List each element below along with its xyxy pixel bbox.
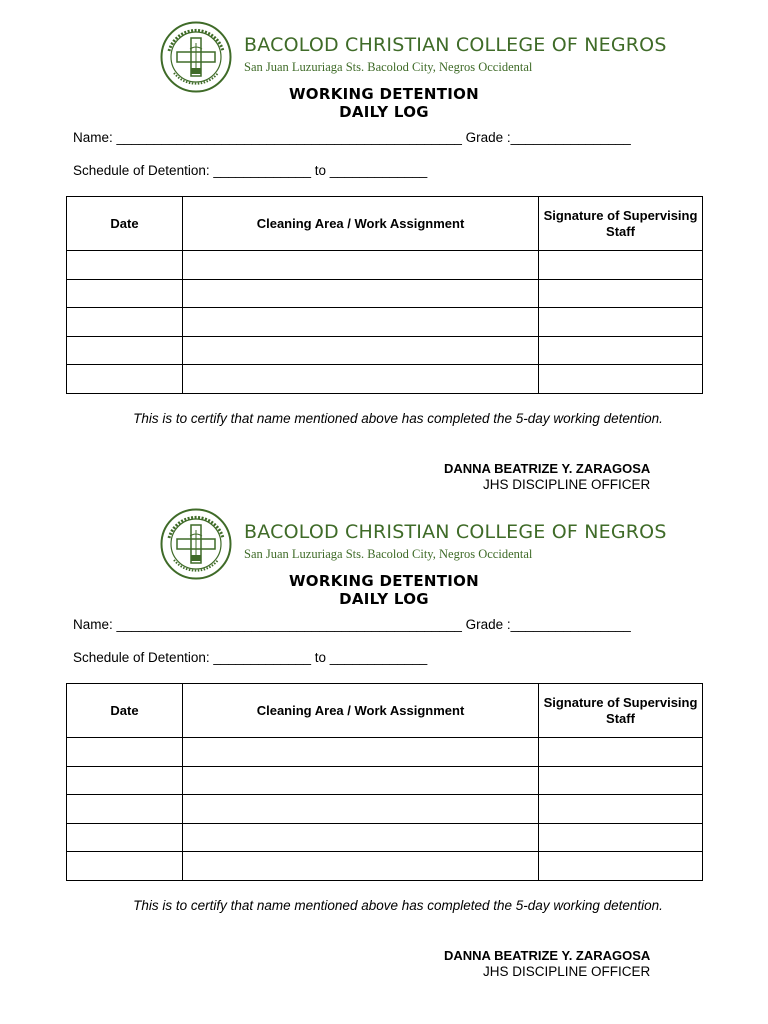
school-address: San Juan Luzuriaga Sts. Bacolod City, Negros Occidental: [244, 547, 533, 561]
signature-cell[interactable]: [539, 279, 703, 308]
signature-cell[interactable]: [539, 852, 703, 881]
signer-name: DANNA BEATRIZE Y. ZARAGOSA: [444, 461, 651, 476]
form-subtitle: DAILY LOG: [339, 103, 429, 121]
assignment-cell[interactable]: [183, 738, 539, 767]
table-row: [67, 823, 703, 852]
table-row: [67, 251, 703, 280]
certification-text: This is to certify that name mentioned above has completed the 5-day working detention.: [133, 898, 663, 913]
signature-cell[interactable]: [539, 795, 703, 824]
certification-text: This is to certify that name mentioned above has completed the 5-day working detention.: [133, 411, 663, 426]
header-signature: Signature of Supervising Staff: [539, 684, 703, 738]
date-cell[interactable]: [67, 279, 183, 308]
date-cell[interactable]: [67, 852, 183, 881]
date-cell[interactable]: [67, 766, 183, 795]
table-row: [67, 308, 703, 337]
date-cell[interactable]: [67, 823, 183, 852]
assignment-cell[interactable]: [183, 336, 539, 365]
assignment-cell[interactable]: [183, 251, 539, 280]
form-title: WORKING DETENTION: [288, 85, 480, 103]
schedule-line: Schedule of Detention: _____________ to _____________: [73, 650, 428, 665]
form-title: WORKING DETENTION: [288, 572, 480, 590]
table-row: [67, 852, 703, 881]
table-row: [67, 336, 703, 365]
date-cell[interactable]: [67, 251, 183, 280]
detention-log-table: [66, 683, 703, 881]
assignment-cell[interactable]: [183, 766, 539, 795]
detention-form: [0, 487, 768, 979]
assignment-cell[interactable]: [183, 852, 539, 881]
header-date: Date: [67, 684, 183, 738]
school-name: BACOLOD CHRISTIAN COLLEGE OF NEGROS: [244, 521, 667, 543]
detention-log-table: [66, 196, 703, 394]
date-cell[interactable]: [67, 795, 183, 824]
name-grade-line: Name: ______________________________________________ Grade :________________: [73, 617, 631, 632]
signer-title: JHS DISCIPLINE OFFICER: [483, 964, 651, 979]
table-row: [67, 738, 703, 767]
header-signature: Signature of Supervising Staff: [539, 197, 703, 251]
school-seal-icon: [160, 21, 232, 93]
school-name: BACOLOD CHRISTIAN COLLEGE OF NEGROS: [244, 34, 667, 56]
signer-name: DANNA BEATRIZE Y. ZARAGOSA: [444, 948, 651, 963]
table-header-row: [67, 197, 703, 251]
header-date: Date: [67, 197, 183, 251]
signature-cell[interactable]: [539, 766, 703, 795]
date-cell[interactable]: [67, 365, 183, 394]
assignment-cell[interactable]: [183, 795, 539, 824]
date-cell[interactable]: [67, 738, 183, 767]
detention-form: [0, 0, 768, 492]
signature-cell[interactable]: [539, 738, 703, 767]
table-row: [67, 795, 703, 824]
assignment-cell[interactable]: [183, 279, 539, 308]
school-address: San Juan Luzuriaga Sts. Bacolod City, Negros Occidental: [244, 60, 533, 74]
header-assignment: Cleaning Area / Work Assignment: [183, 684, 539, 738]
table-row: [67, 365, 703, 394]
signature-cell[interactable]: [539, 823, 703, 852]
form-subtitle: DAILY LOG: [339, 590, 429, 608]
table-header-row: [67, 684, 703, 738]
signature-cell[interactable]: [539, 308, 703, 337]
name-grade-line: Name: ______________________________________________ Grade :________________: [73, 130, 631, 145]
schedule-line: Schedule of Detention: _____________ to _____________: [73, 163, 428, 178]
assignment-cell[interactable]: [183, 308, 539, 337]
signature-cell[interactable]: [539, 336, 703, 365]
date-cell[interactable]: [67, 336, 183, 365]
school-seal-icon: [160, 508, 232, 580]
date-cell[interactable]: [67, 308, 183, 337]
header-assignment: Cleaning Area / Work Assignment: [183, 197, 539, 251]
table-row: [67, 766, 703, 795]
assignment-cell[interactable]: [183, 823, 539, 852]
signature-cell[interactable]: [539, 251, 703, 280]
table-row: [67, 279, 703, 308]
assignment-cell[interactable]: [183, 365, 539, 394]
signature-cell[interactable]: [539, 365, 703, 394]
signer-title: JHS DISCIPLINE OFFICER: [483, 477, 651, 492]
